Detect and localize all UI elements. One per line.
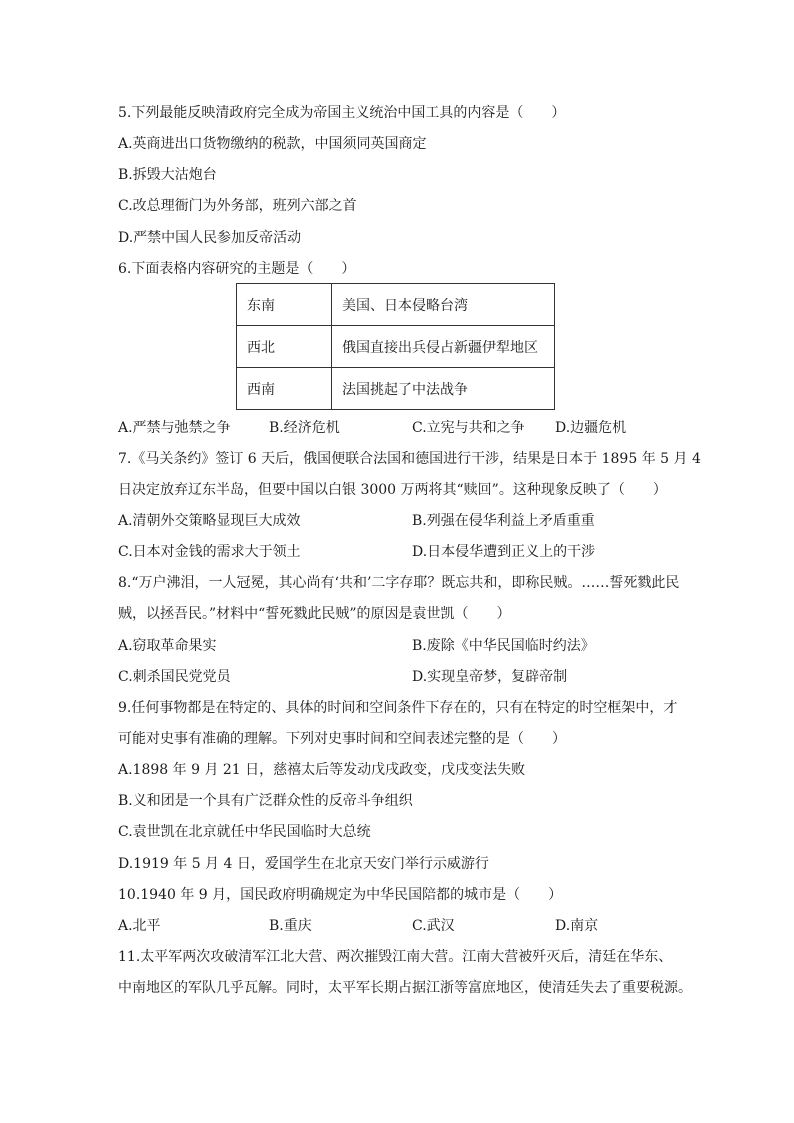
question-10-option-b: B.重庆 (269, 918, 312, 934)
question-7-option-b: B.列强在侵华利益上矛盾重重 (412, 513, 595, 529)
question-7-stem-line-1: 7.《马关条约》签订 6 天后，俄国便联合法国和德国进行干涉，结果是日本于 1895 年 5 月 4 (118, 451, 701, 467)
question-9-option-c: C.袁世凯在北京就任中华民国临时大总统 (118, 824, 371, 840)
table-cell-region: 西南 (237, 368, 332, 410)
question-6-option-c: C.立宪与共和之争 (412, 420, 525, 436)
table-cell-region: 东南 (237, 284, 332, 326)
question-8-stem-line-1: 8.“万户沸泪，一人冠冕，其心尚有‘共和’二字存耶？既忘共和，即称民贼。……誓死戮此民 (118, 575, 680, 591)
question-6-table (236, 283, 555, 410)
table-cell-event: 法国挑起了中法战争 (332, 368, 555, 410)
question-9-option-a: A.1898 年 9 月 21 日，慈禧太后等发动戊戌政变，戊戌变法失败 (118, 762, 526, 778)
question-10-option-c: C.武汉 (412, 918, 455, 934)
question-9-option-d: D.1919 年 5 月 4 日，爱国学生在北京天安门举行示威游行 (118, 856, 489, 872)
table-cell-event: 俄国直接出兵侵占新疆伊犁地区 (332, 326, 555, 368)
question-8-option-d: D.实现皇帝梦，复辟帝制 (412, 669, 568, 685)
question-8-option-c: C.刺杀国民党党员 (118, 669, 231, 685)
question-7-option-a: A.清朝外交策略显现巨大成效 (118, 513, 301, 529)
question-6-option-d: D.边疆危机 (555, 420, 627, 436)
question-10-option-d: D.南京 (555, 918, 599, 934)
table-row (237, 326, 555, 368)
question-5-option-a: A.英商进出口货物缴纳的税款，中国须同英国商定 (118, 136, 427, 152)
question-9-option-b: B.义和团是一个具有广泛群众性的反帝斗争组织 (118, 793, 413, 809)
table-row (237, 368, 555, 410)
question-5-option-d: D.严禁中国人民参加反帝活动 (118, 230, 302, 246)
table-row (237, 284, 555, 326)
table-cell-region: 西北 (237, 326, 332, 368)
question-9-stem-line-2: 可能对史事有准确的理解。下列对史事时间和空间表述完整的是（ ） (118, 731, 566, 747)
question-7-stem-line-2: 日决定放弃辽东半岛，但要中国以白银 3000 万两将其“赎回”。这种现象反映了（ ） (118, 482, 667, 498)
question-9-stem-line-1: 9.任何事物都是在特定的、具体的时间和空间条件下存在的，只有在特定的时空框架中，才 (118, 700, 678, 716)
question-5-option-c: C.改总理衙门为外务部，班列六部之首 (118, 198, 357, 214)
question-8-stem-line-2: 贼，以拯吾民。”材料中“誓死戮此民贼”的原因是袁世凯（ ） (118, 606, 511, 622)
question-10-option-a: A.北平 (118, 918, 161, 934)
question-6-stem: 6.下面表格内容研究的主题是（ ） (118, 261, 356, 277)
question-11-stem-line-2: 中南地区的军队几乎瓦解。同时，太平军长期占据江浙等富庶地区，使清廷失去了重要税源。 (118, 980, 692, 996)
question-10-stem: 10.1940 年 9 月，国民政府明确规定为中华民国陪都的城市是（ ） (118, 887, 563, 903)
question-7-option-d: D.日本侵华遭到正义上的干涉 (412, 544, 596, 560)
question-5-stem: 5.下列最能反映清政府完全成为帝国主义统治中国工具的内容是（ ） (118, 105, 566, 121)
question-8-option-b: B.废除《中华民国临时约法》 (412, 638, 595, 654)
question-7-option-c: C.日本对金钱的需求大于领土 (118, 544, 301, 560)
question-6-option-b: B.经济危机 (269, 420, 340, 436)
question-6-option-a: A.严禁与弛禁之争 (118, 420, 231, 436)
question-11-stem-line-1: 11.太平军两次攻破清军江北大营、两次摧毁江南大营。江南大营被歼灭后，清廷在华东、 (118, 949, 673, 965)
question-5-option-b: B.拆毁大沽炮台 (118, 167, 217, 183)
question-8-option-a: A.窃取革命果实 (118, 638, 217, 654)
table-cell-event: 美国、日本侵略台湾 (332, 284, 555, 326)
